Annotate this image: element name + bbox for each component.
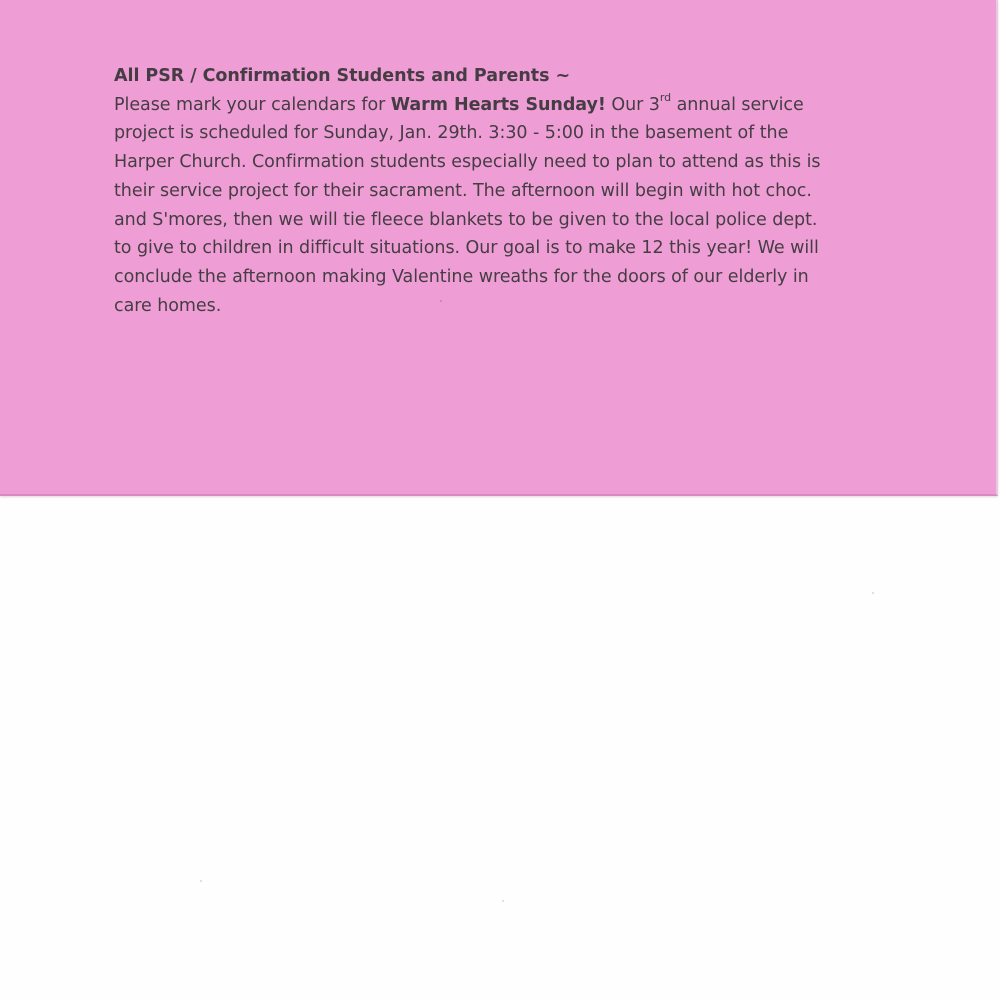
flyer-text [114,62,874,320]
flyer-line-2: project is scheduled for Sunday, Jan. 29th. 3:30 - 5:00 in the basement of the [114,123,789,144]
flyer-line-4: their service project for their sacrament. The afternoon will begin with hot choc. [114,180,812,201]
scan-speck [502,900,504,902]
line1-prefix: Please mark your calendars for [114,94,391,115]
flyer-line-6: to give to children in difficult situations. Our goal is to make 12 this year! We will [114,238,819,259]
flyer-line-5: and S'mores, then we will tie fleece blankets to be given to the local police dept. [114,209,818,230]
event-name: Warm Hearts Sunday! [390,94,606,115]
scan-speck [872,592,874,594]
flyer-line-8: care homes. [114,295,222,316]
flyer-line-7: conclude the afternoon making Valentine wreaths for the doors of our elderly in [114,266,809,287]
scan-speck [440,300,442,302]
flyer-heading: All PSR / Confirmation Students and Parents ~ [114,66,571,86]
flyer-line-1 [114,91,874,120]
line1-mid: Our 3 [605,94,660,115]
ordinal-suffix: rd [659,90,672,104]
pink-flyer [0,0,998,496]
flyer-line-3: Harper Church. Confirmation students especially need to plan to attend as this is [114,152,821,173]
scan-speck [200,880,202,882]
line1-suffix: annual service [671,94,804,115]
